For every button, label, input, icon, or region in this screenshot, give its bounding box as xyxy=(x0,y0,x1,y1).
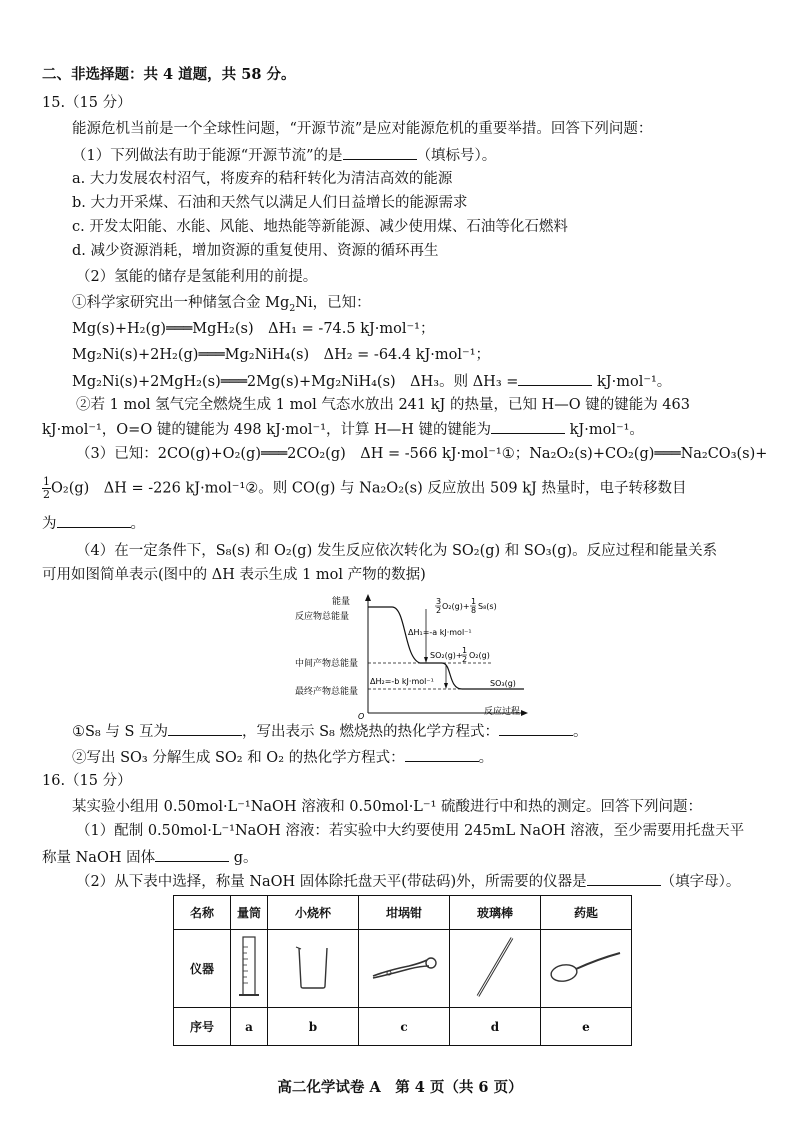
q15-p2-s2b: kJ·mol⁻¹，O=O 键的键能为 498 kJ·mol⁻¹，计算 H—H 键的键能为 kJ·mol⁻¹。 xyxy=(42,422,644,438)
q15-p4-s1: ①S₈ 与 S 互为 ，写出表示 S₈ 燃烧热的热化学方程式： 。 xyxy=(72,724,588,740)
spoon-icon xyxy=(548,949,624,985)
answer-blank[interactable] xyxy=(518,372,592,386)
svg-text:2: 2 xyxy=(436,606,442,615)
q15-p3-l1: （3）已知：2CO(g)+O₂(g)═══2CO₂(g) ΔH = -566 kJ·mol⁻¹①；Na₂O₂(s)+CO₂(g)═══Na₂CO₃(s)+ xyxy=(76,446,768,462)
q15-p4-l2: 可用如图简单表示(图中的 ΔH 表示生成 1 mol 产物的数据) xyxy=(42,567,426,583)
table-cell: a xyxy=(231,1008,268,1046)
q15-p3-l2: $\frac{1}{2}$ O₂(g) ΔH = -226 kJ·mol⁻¹②。则 CO(g) 与 Na₂O₂(s) 反应放出 509 kJ 热量时，电子转移数目 xyxy=(43,475,687,501)
dh1-arrow-icon xyxy=(424,657,428,663)
q16-p1a: （1）配制 0.50mol·L⁻¹NaOH 溶液：若实验中大约要使用 245mL NaOH 溶液，至少需要用托盘天平 xyxy=(76,823,745,839)
table-cell: 药匙 xyxy=(541,896,632,930)
x-arrow-icon xyxy=(521,710,528,716)
answer-blank[interactable] xyxy=(405,748,479,762)
svg-text:S₈(s): S₈(s) xyxy=(478,602,497,611)
table-cell: 玻璃棒 xyxy=(450,896,541,930)
row-label: 名称 xyxy=(174,896,231,930)
q16-p2: （2）从下表中选择，称量 NaOH 固体除托盘天平(带砝码)外，所需要的仪器是 （填字母）。 xyxy=(76,874,741,890)
table-cell: d xyxy=(450,1008,541,1046)
beaker-icon xyxy=(293,942,333,992)
table-cell: e xyxy=(541,1008,632,1046)
q15-option-c: c. 开发太阳能、水能、风能、地热能等新能源、减少使用煤、石油等化石燃料 xyxy=(72,219,568,235)
table-cell: 坩埚钳 xyxy=(359,896,450,930)
svg-text:3: 3 xyxy=(436,597,442,606)
dh1-label: ΔH₁=-a kJ·mol⁻¹ xyxy=(408,628,472,637)
y-axis-label: 能量 xyxy=(332,597,351,607)
answer-blank[interactable] xyxy=(499,722,573,736)
answer-blank[interactable] xyxy=(343,146,417,160)
dh2-arrow-icon xyxy=(444,683,448,689)
q15-p2-stem: （2）氢能的储存是氢能利用的前提。 xyxy=(76,269,318,285)
table-row xyxy=(174,930,632,1008)
q15-p2-s1: ①科学家研究出一种储氢合金 $Mg_2Ni$，已知： xyxy=(72,295,371,314)
q15-option-d: d. 减少资源消耗，增加资源的重复使用、资源的循环再生 xyxy=(72,243,439,259)
answer-blank[interactable] xyxy=(57,514,131,528)
crucible-tongs-icon xyxy=(369,952,439,982)
q15-p4-l1: （4）在一定条件下，S₈(s) 和 O₂(g) 发生反应依次转化为 SO₂(g) 和 SO₃(g)。反应过程和能量关系 xyxy=(76,543,718,559)
row-label: 仪器 xyxy=(174,930,231,1008)
graduated-cylinder-icon xyxy=(237,933,261,1001)
fraction: $\frac{1}{2}$ xyxy=(43,475,50,501)
table-cell: 小烧杯 xyxy=(268,896,359,930)
y-arrow-icon xyxy=(365,594,371,601)
svg-text:SO₂(g)+: SO₂(g)+ xyxy=(430,651,463,660)
table-row xyxy=(174,896,632,930)
intermediate-species xyxy=(430,646,490,664)
table-cell xyxy=(541,930,632,1008)
svg-text:O₂(g)+: O₂(g)+ xyxy=(442,602,470,611)
answer-blank[interactable] xyxy=(168,722,242,736)
q15-p4-s2: ②写出 SO₃ 分解生成 SO₂ 和 O₂ 的热化学方程式： 。 xyxy=(72,750,494,766)
final-species: SO₃(g) xyxy=(490,679,516,688)
page-footer: 高二化学试卷 A 第 4 页（共 6 页） xyxy=(277,1079,523,1096)
level-reactant-label: 反应物总能量 xyxy=(295,612,350,622)
table-cell xyxy=(450,930,541,1008)
svg-text:2: 2 xyxy=(462,655,468,664)
dh2-label: ΔH₂=-b kJ·mol⁻¹ xyxy=(370,677,434,686)
energy-diagram xyxy=(292,590,532,720)
table-row xyxy=(174,1008,632,1046)
table-cell: b xyxy=(268,1008,359,1046)
q15-header: 15.（15 分） xyxy=(42,95,132,111)
q15-intro: 能源危机当前是一个全球性问题，“开源节流”是应对能源危机的重要举措。回答下列问题： xyxy=(72,121,653,137)
eq1: Mg(s)+H₂(g)═══MgH₂(s) ΔH₁ = -74.5 kJ·mol⁻¹； xyxy=(72,321,435,337)
answer-blank[interactable] xyxy=(491,420,565,434)
x-axis-label: 反应过程 xyxy=(484,707,521,717)
eq3: Mg₂Ni(s)+2MgH₂(s)═══2Mg(s)+Mg₂NiH₄(s) ΔH₃。则 ΔH₃ = kJ·mol⁻¹。 xyxy=(72,374,672,390)
row-label: 序号 xyxy=(174,1008,231,1046)
q15-option-a: a. 大力发展农村沼气，将废弃的秸秆转化为清洁高效的能源 xyxy=(72,171,453,187)
section-title: 二、非选择题：共 4 道题，共 58 分。 xyxy=(42,66,296,83)
level-final-label: 最终产物总能量 xyxy=(295,687,359,697)
table-cell xyxy=(231,930,268,1008)
table-cell xyxy=(359,930,450,1008)
instrument-table xyxy=(173,895,632,1046)
table-cell xyxy=(268,930,359,1008)
svg-text:1: 1 xyxy=(462,646,468,655)
svg-text:1: 1 xyxy=(471,597,477,606)
eq2: Mg₂Ni(s)+2H₂(g)═══Mg₂NiH₄(s) ΔH₂ = -64.4 kJ·mol⁻¹； xyxy=(72,347,491,363)
origin-label: O xyxy=(358,712,365,720)
q16-header: 16.（15 分） xyxy=(42,773,132,789)
table-cell: 量筒 xyxy=(231,896,268,930)
reactant-species xyxy=(435,597,497,615)
level-intermediate-label: 中间产物总能量 xyxy=(295,659,359,669)
q15-p3-l3: 为 。 xyxy=(42,516,145,532)
q15-p1-stem: （1）下列做法有助于能源“开源节流”的是 （填标号）。 xyxy=(72,148,497,164)
svg-text:8: 8 xyxy=(471,606,477,615)
glass-rod-icon xyxy=(470,934,520,1000)
q16-intro: 某实验小组用 0.50mol·L⁻¹NaOH 溶液和 0.50mol·L⁻¹ 硫酸进行中和热的测定。回答下列问题： xyxy=(72,799,703,815)
q15-p2-s2a: ②若 1 mol 氢气完全燃烧生成 1 mol 气态水放出 241 kJ 的热量，已知 H—O 键的键能为 463 xyxy=(76,397,690,413)
q15-option-b: b. 大力开采煤、石油和天然气以满足人们日益增长的能源需求 xyxy=(72,195,468,211)
answer-blank[interactable] xyxy=(155,848,229,862)
svg-text:O₂(g): O₂(g) xyxy=(469,651,490,660)
q16-p1b: 称量 NaOH 固体 g。 xyxy=(42,850,258,866)
answer-blank[interactable] xyxy=(587,872,661,886)
table-cell: c xyxy=(359,1008,450,1046)
